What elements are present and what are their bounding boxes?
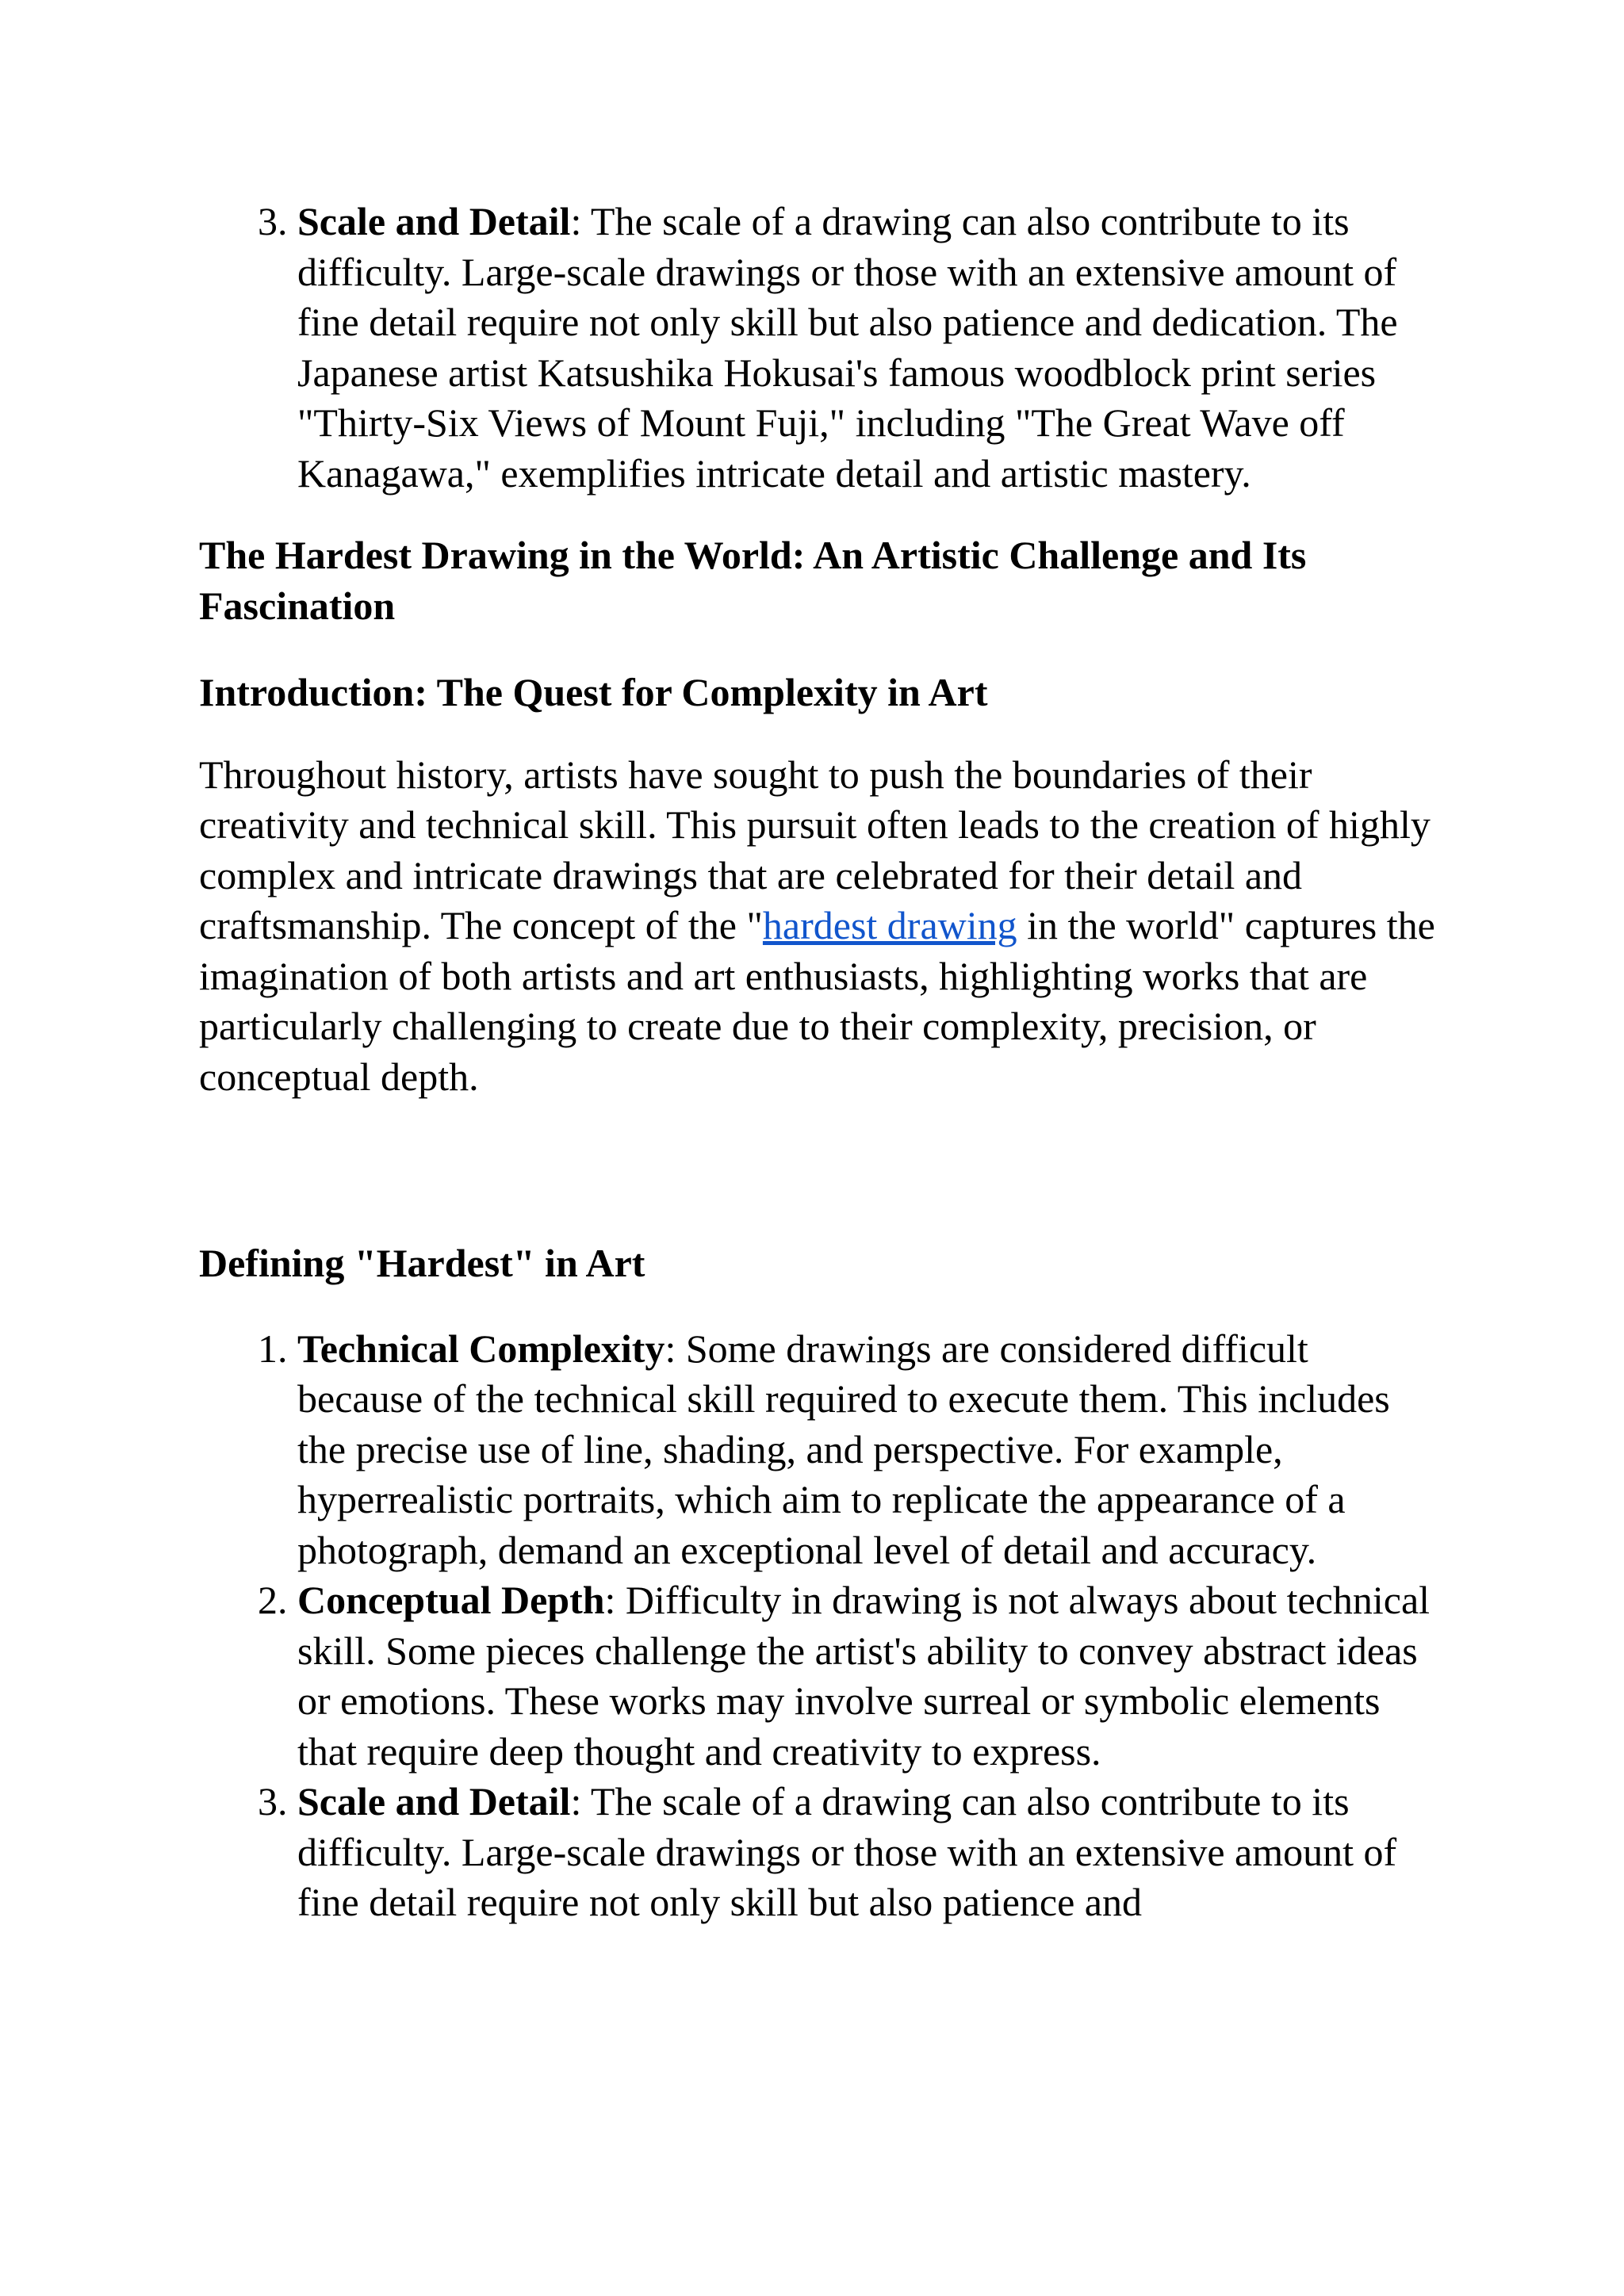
list-item-text: : Some drawings are considered difficult because of the technical skill required to execute them. This includes the precise use of line, shading, and perspective. For example, hyperrealistic portraits, which aim to replicate the appearance of a photograph, demand an exceptional level of detail and accuracy.: [297, 1326, 1390, 1572]
hardest-drawing-link[interactable]: hardest drawing: [762, 903, 1017, 947]
list-item-term: Scale and Detail: [297, 199, 571, 243]
defining-numbered-list: [199, 1324, 1436, 1928]
list-item-scale-and-detail: [297, 1777, 1436, 1928]
list-item-term: Conceptual Depth: [297, 1578, 605, 1622]
list-item-scale-and-detail: [297, 197, 1436, 499]
intro-heading: Introduction: The Quest for Complexity in Art: [199, 670, 988, 714]
continued-numbered-list: [199, 197, 1436, 499]
list-item-term: Scale and Detail: [297, 1779, 571, 1823]
list-item-technical-complexity: [297, 1324, 1436, 1576]
list-item-term: Technical Complexity: [297, 1326, 665, 1371]
intro-text-after-link: in the world" captures the imagination of both artists and art enthusiasts, highlighting works that are particularly challenging to create due to their complexity, precision, or conceptual depth.: [199, 903, 1435, 1099]
intro-paragraph: [199, 750, 1436, 1103]
defining-heading: Defining "Hardest" in Art: [199, 1241, 645, 1285]
document-content: [199, 197, 1436, 1928]
article-title: The Hardest Drawing in the World: An Artistic Challenge and Its Fascination: [199, 533, 1307, 628]
list-item-text: : The scale of a drawing can also contribute to its difficulty. Large-scale drawings or those with an extensive amount of fine detail require not only skill but also patience and dedication. The Japanese artist Katsushika Hokusai's famous woodblock print series "Thirty-Six Views of Mount Fuji," including "The Great Wave off Kanagawa," exemplifies intricate detail and artistic mastery.: [297, 199, 1398, 496]
list-item-text: : The scale of a drawing can also contribute to its difficulty. Large-scale drawings or those with an extensive amount of fine detail require not only skill but also patience and: [297, 1779, 1397, 1924]
list-item-text: : Difficulty in drawing is not always about technical skill. Some pieces challenge the artist's ability to convey abstract ideas or emotions. These works may involve surreal or symbolic elements that require deep thought and creativity to express.: [297, 1578, 1431, 1774]
intro-text-before-link: Throughout history, artists have sought to push the boundaries of their creativity and technical skill. This pursuit often leads to the creation of highly complex and intricate drawings that are celebrated for their detail and craftsmanship. The concept of the ": [199, 752, 1431, 947]
list-item-conceptual-depth: [297, 1575, 1436, 1777]
